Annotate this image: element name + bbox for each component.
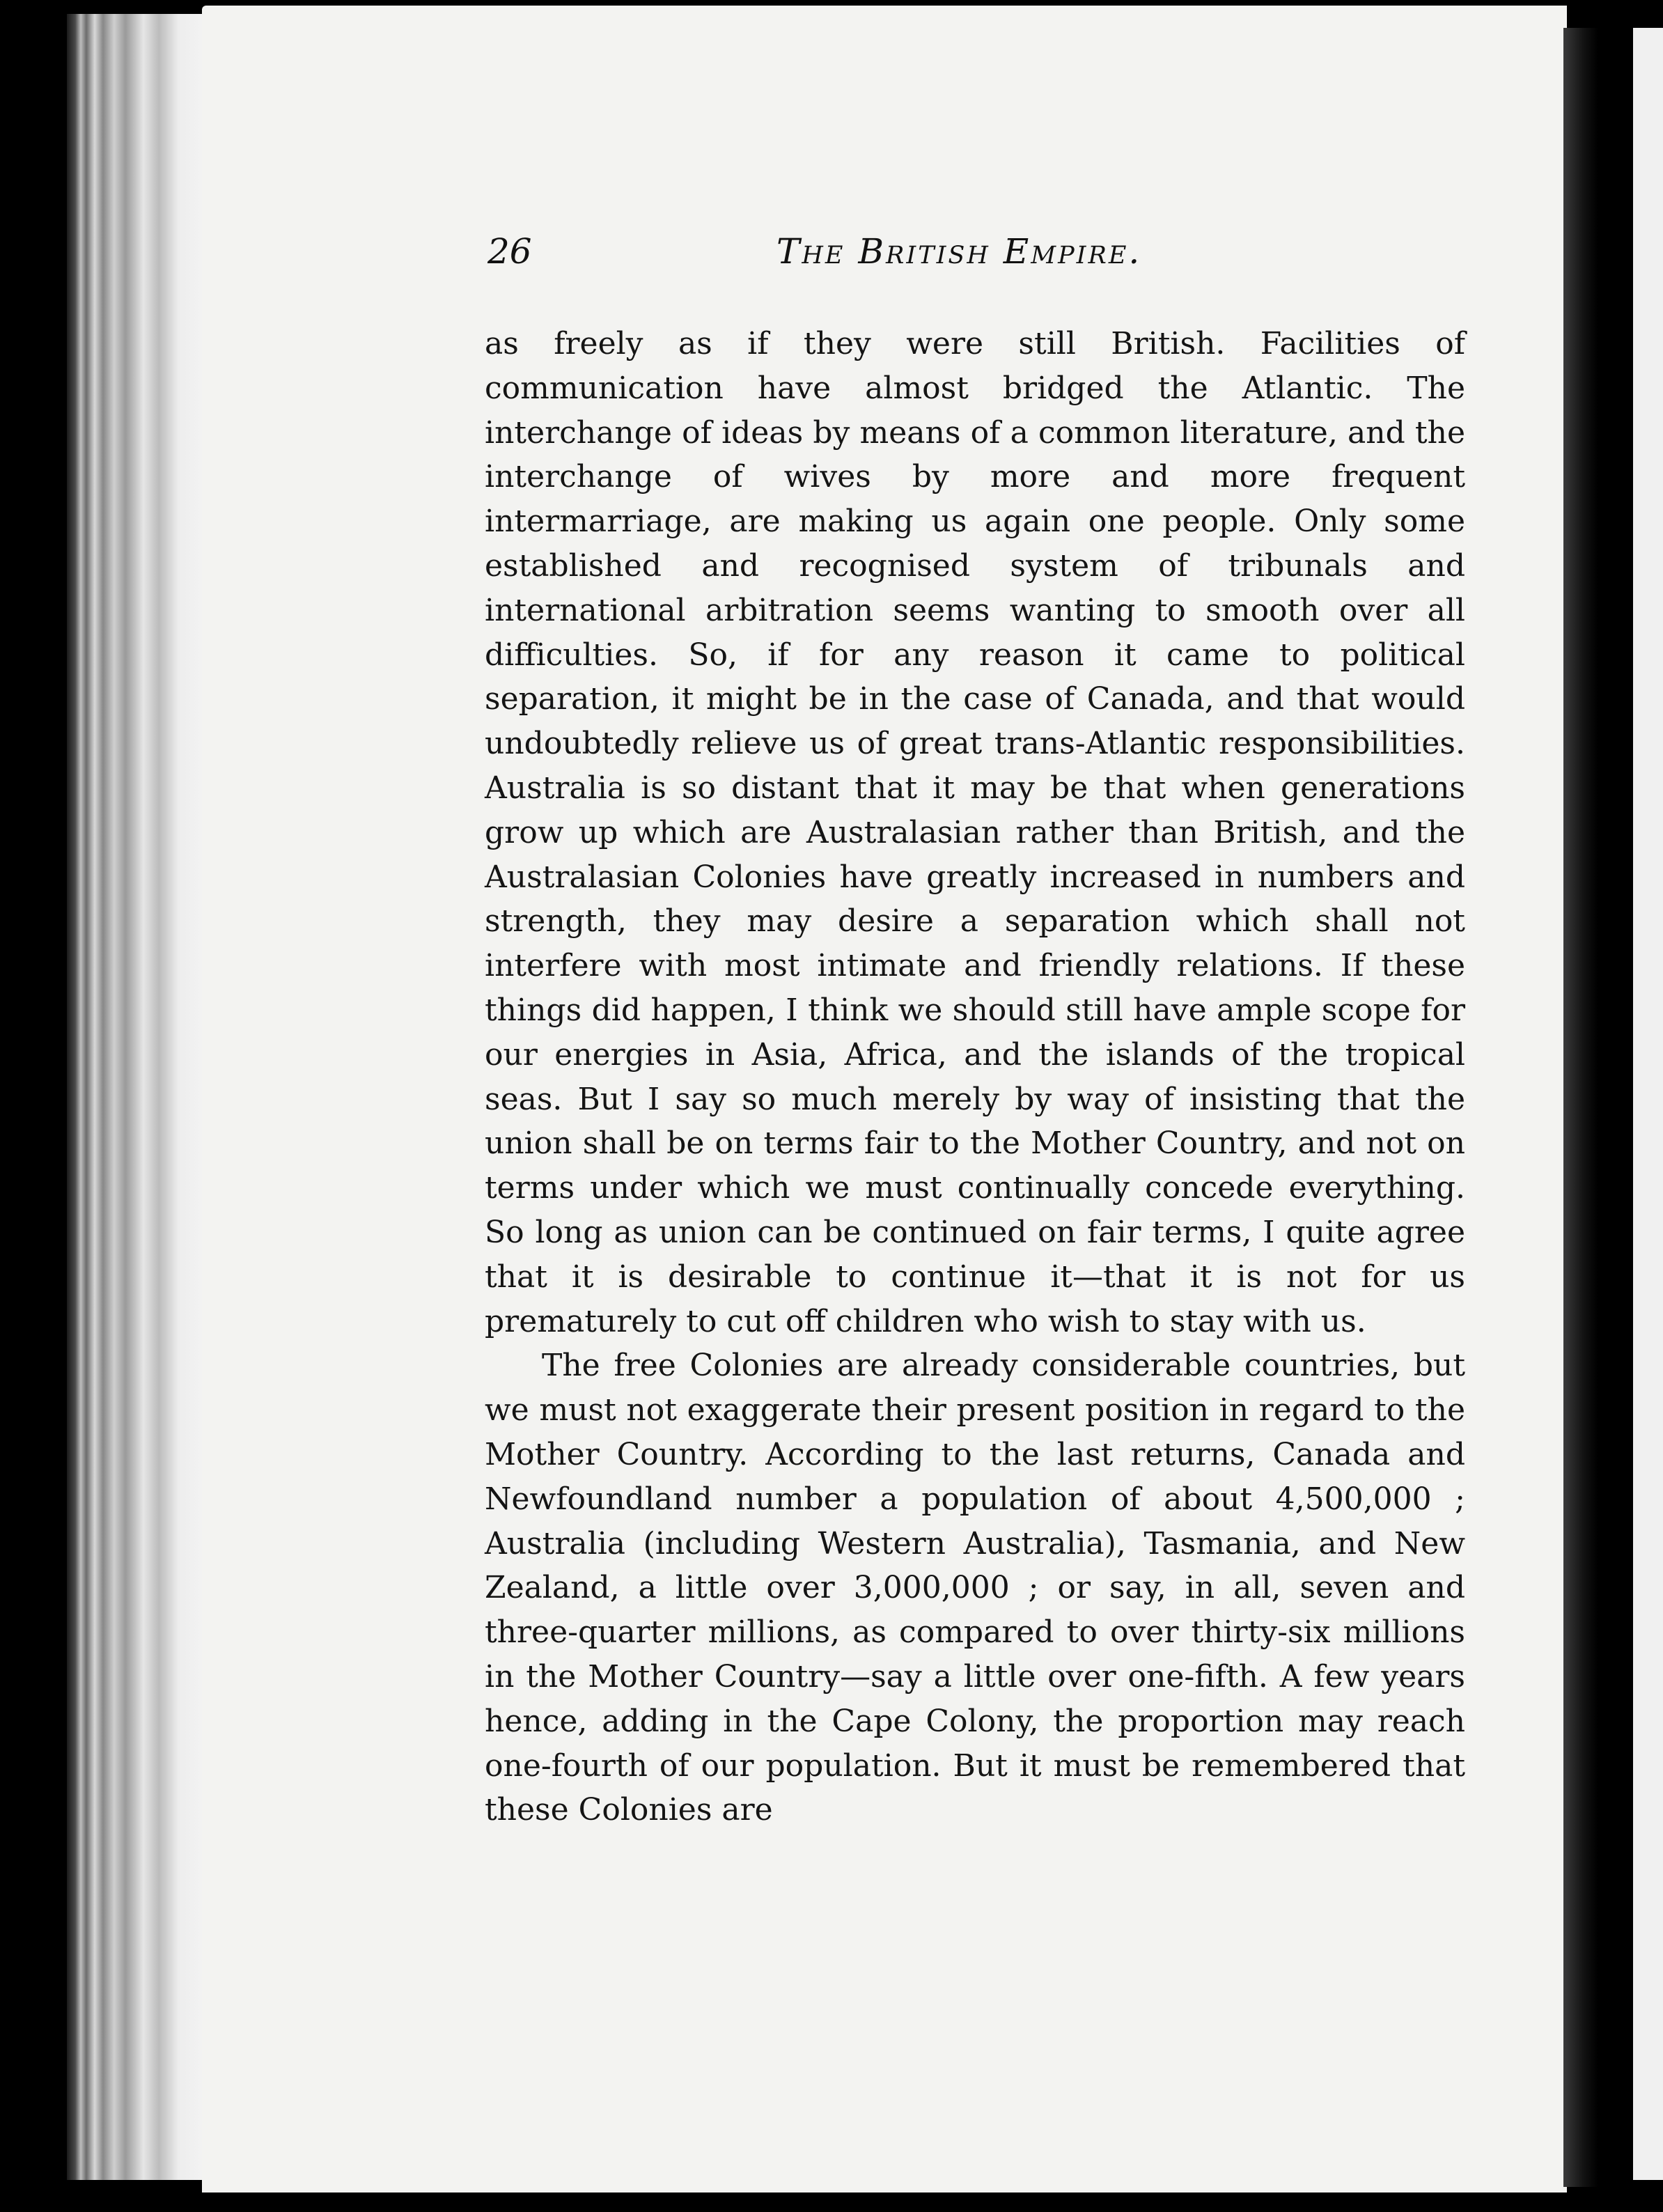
facing-page-edge [1633, 28, 1663, 2180]
body-text [485, 322, 1465, 1832]
paragraph-continued: as freely as if they were still British. Facilities of communication have almost bridged the Atlantic. The interchange of ideas by means of a common literature, and the interchange of wives by more and more frequent intermarriage, are making us again one people. Only some established and recognised system of tribunals and international arbitration seems wanting to smooth over all difficulties. So, if for any reason it came to political separation, it might be in the case of Canada, and that would undoubtedly relieve us of great trans-Atlantic responsibilities. Australia is so distant that it may be that when generations grow up which are Australasian rather than British, and the Australasian Colonies have greatly increased in numbers and strength, they may desire a separation which shall not interfere with most intimate and friendly relations. If these things did happen, I think we should still have ample scope for our energies in Asia, Africa, and the islands of the tropical seas. But I say so much merely by way of insisting that the union shall be on terms fair to the Mother Country, and not on terms under which we must continually concede everything. So long as union can be continued on fair terms, I quite agree that it is desirable to continue it—that it is not for us prematurely to cut off children who wish to stay with us. [485, 326, 1465, 1339]
page-gutter-shadow [1563, 28, 1598, 2187]
running-title: The British Empire. [776, 231, 1142, 272]
book-spine-edges [67, 14, 206, 2180]
page-header [487, 231, 1462, 287]
page-number: 26 [487, 231, 532, 272]
paragraph-free-colonies: The free Colonies are already considerable countries, but we must not exaggerate their present position in regard to the Mother Country. According to the last returns, Canada and Newfoundland number a population of about 4,500,000 ; Australia (including Western Australia), Tasmania, and New Zealand, a little over 3,000,000 ; or say, in all, seven and three-quarter millions, as compared to over thirty-six millions in the Mother Country—say a little over one-fifth. A few years hence, adding in the Cape Colony, the proportion may reach one-fourth of our population. But it must be remembered that these Colonies are [485, 1348, 1465, 1828]
